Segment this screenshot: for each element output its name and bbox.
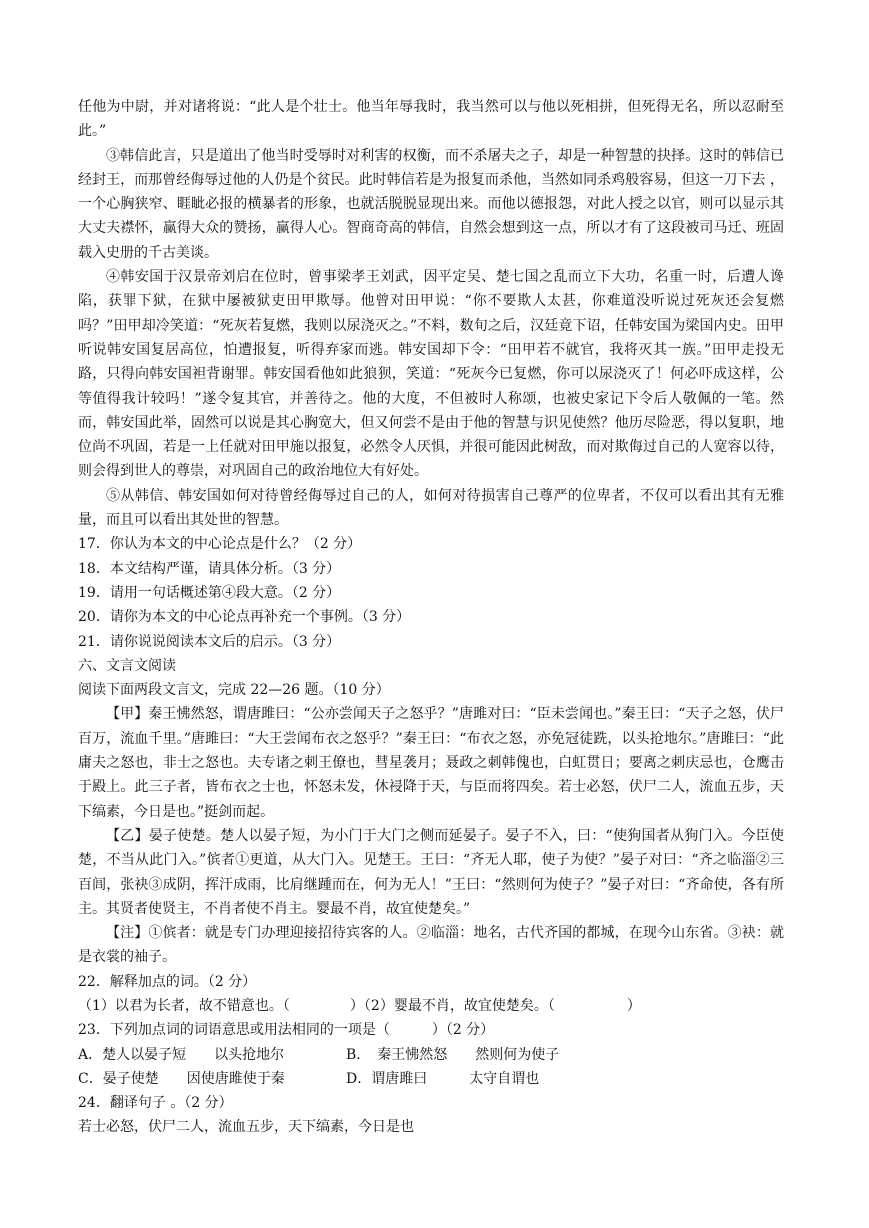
- question-17: 17．你认为本文的中心论点是什么？（2 分）: [78, 536, 362, 553]
- paragraph-5: ⑤从韩信、韩安国如何对待曾经侮辱过自己的人，如何对待损害自己尊严的位卑者，不仅可以看出其有无雅量，而且可以看出其处世的智慧。: [78, 487, 784, 529]
- section-intro: 阅读下面两段文言文，完成 22—26 题。（10 分）: [78, 682, 390, 699]
- section-heading: 六、文言文阅读: [78, 657, 176, 674]
- question-21: 21．请你说说阅读本文后的启示。（3 分）: [78, 633, 341, 650]
- paragraph-continuation: 任他为中尉，并对诸将说：“此人是个壮士。他当年辱我时，我当然可以与他以死相拼，但死得无名，所以忍耐至此。”: [78, 99, 784, 140]
- document-page: [78, 95, 784, 1140]
- option-a: A．楚人以晏子短 以头抢地尔: [78, 1046, 285, 1063]
- option-b: B． 秦王怫然怒 然则何为使子: [346, 1046, 560, 1063]
- question-24-stem: 24．翻译句子 。（2 分）: [78, 1095, 233, 1112]
- option-c: C．晏子使楚 因使唐雎使于秦: [78, 1070, 285, 1087]
- paragraph-4: ④韩安国于汉景帝刘启在位时，曾事梁孝王刘武，因平定吴、楚七国之乱而立下大功，名重一时，后遭人谗陷，获罪下狱，在狱中屡被狱吏田甲欺辱。他曾对田甲说：“你不要欺人太甚，你难道没听说过死灰还会复燃吗？”田甲却冷笑道：“死灰若复燃，我则以尿浇灭之。”不料，数旬之后，汉廷竟下诏，任韩安国为梁国内史。田甲听说韩安国复居高位，怕遭报复，听得弃家而逃。韩安国却下令：“田甲若不就官，我将灭其一族。”田甲走投无路，只得向韩安国袒背谢罪。韩安国看他如此狼狈，笑道：“死灰今已复燃，你可以尿浇灭了！何必吓成这样，公等值得我计较吗！”遂令复其官，并善待之。他的大度，不但被时人称颂，也被史家记下令后人敬佩的一笔。然而，韩安国此举，固然可以说是其心胸宽大，但又何尝不是由于他的智慧与识见使然？他历尽险恶，得以复职，地位尚不巩固，若是一上任就对田甲施以报复，必然令人厌惧，并很可能因此树敌，而对欺侮过自己的人宽容以待，则会得到世人的尊崇，对巩固自己的政治地位大有好处。: [78, 269, 784, 480]
- question-22-items: [78, 994, 784, 1018]
- question-22-part1: （1）以君为长者，故不错意也。（: [78, 997, 290, 1014]
- question-23-row-1: [78, 1043, 784, 1067]
- passage-yi: 【乙】晏子使楚。楚人以晏子短，为小门于大门之侧而延晏子。晏子不入，曰：“使狗国者从狗门入。今臣使楚，不当从此门入。”傧者①更道，从大门入。见楚王。王曰：“齐无人耶，使子为使？”晏子对曰：“齐之临淄②三百闾，张袂③成阴，挥汗成雨，比肩继踵而在，何为无人！”王曰：“然则何为使子？”晏子对曰：“齐命使，各有所主。其贤者使贤主，不肖者使不肖主。婴最不肖，故宜使楚矣。”: [78, 827, 784, 917]
- question-23-row-2: [78, 1067, 784, 1091]
- question-23-stem: 23．下列加点词的词语意思或用法相同的一项是（ ）（2 分）: [78, 1022, 495, 1039]
- annotation-note: 【注】①傧者：就是专门办理迎接招待宾客的人。②临淄：地名，古代齐国的都城，在现今山东省。③袂：就是衣裳的袖子。: [78, 925, 784, 966]
- option-d: D．谓唐雎曰 太守自谓也: [346, 1070, 540, 1087]
- paragraph-3: ③韩信此言，只是道出了他当时受辱时对利害的权衡，而不杀屠夫之子，却是一种智慧的抉择。这时的韩信已经封王，而那曾经侮辱过他的人仍是个贫民。此时韩信若是为报复而杀他，当然如同杀鸡般容易，但这一刀下去 ，一个心胸狭窄、睚眦必报的横暴者的形象，也就活脱脱显现出来。而他以德报怨，对此人授之以官，则可以显示其大丈夫襟怀，赢得大众的赞扬，赢得人心。智商奇高的韩信，自然会想到这一点，所以才有了这段被司马迁、班固载入史册的千古美谈。: [78, 147, 784, 261]
- question-19: 19．请用一句话概述第④段大意。（2 分）: [78, 584, 341, 601]
- question-22-part3: ）: [626, 997, 641, 1014]
- passage-jia: 【甲】秦王怫然怒，谓唐雎曰：“公亦尝闻天子之怒乎？”唐雎对曰：“臣未尝闻也。”秦王曰：“天子之怒，伏尸百万，流血千里。”唐雎曰：“大王尝闻布衣之怒乎？”秦王曰：“布衣之怒，亦免冠徒跣，以头抢地尔。”唐雎曰：“此庸夫之怒也，非士之怒也。夫专诸之刺王僚也，彗星袭月；聂政之刺韩傀也，白虹贯日；要离之刺庆忌也，仓鹰击于殿上。此三子者，皆布衣之士也，怀怒未发，休祲降于天，与臣而将四矣。若士必怒，伏尸二人，流血五步，天下缟素，今日是也。”挺剑而起。: [78, 706, 784, 820]
- question-18: 18．本文结构严谨，请具体分析。（3 分）: [78, 560, 341, 577]
- question-20: 20．请你为本文的中心论点再补充一个事例。（3 分）: [78, 609, 411, 626]
- question-22-part2: ）（2）婴最不肖，故宜使楚矣。（: [349, 997, 555, 1014]
- question-22-stem: 22．解释加点的词。（2 分）: [78, 973, 257, 990]
- question-24-sentence: 若士必怒，伏尸二人，流血五步，天下缟素，今日是也: [78, 1119, 414, 1136]
